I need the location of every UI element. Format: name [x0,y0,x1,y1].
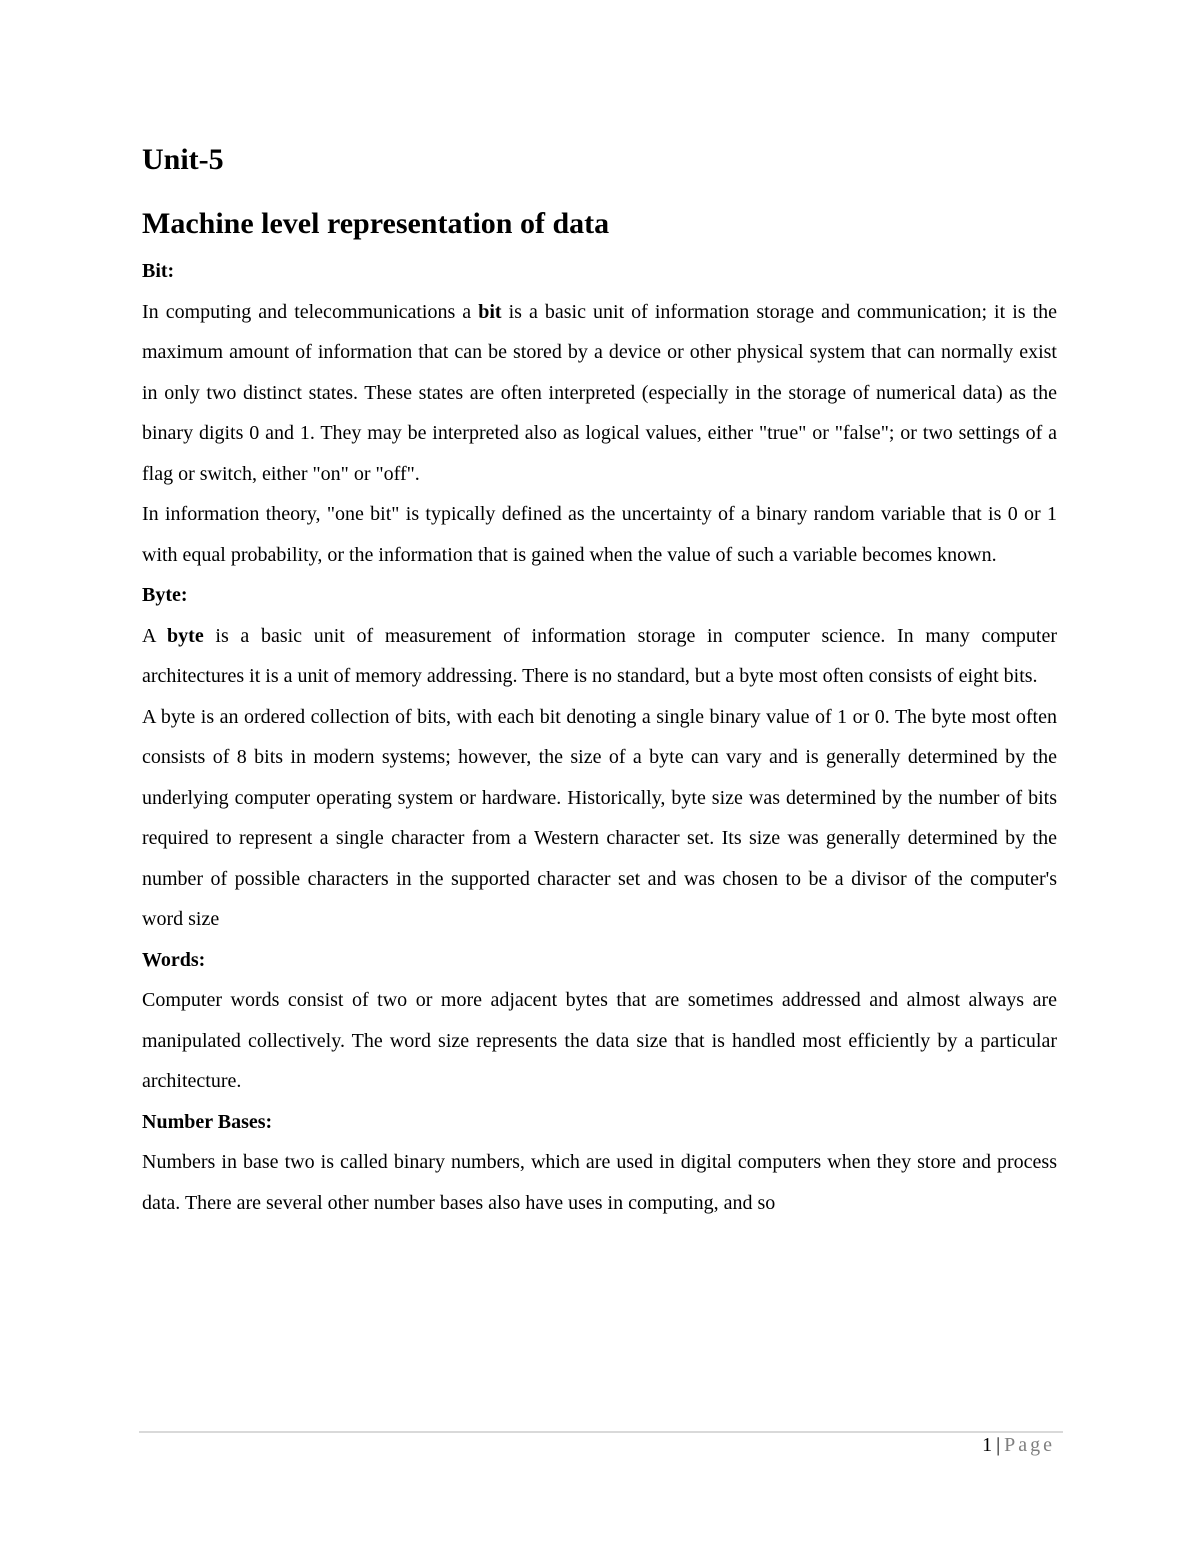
unit-title: Unit-5 [142,143,224,176]
document-title: Machine level representation of data [142,207,610,240]
section-heading-bit: Bit: [142,260,175,282]
text-run: In computing and telecommunications a [142,300,479,323]
bold-term-byte: byte [167,624,204,647]
page-footer [982,1432,1055,1458]
section-heading-words: Words: [142,948,206,971]
page-content [142,141,1057,1223]
page-number: 1 [982,1434,993,1456]
section-heading-number-bases: Number Bases: [142,1110,273,1133]
text-run: A [142,624,168,647]
paragraph-byte-definition [142,616,1057,697]
footer-divider [139,1431,1063,1433]
paragraph-bit-definition [142,292,1057,495]
footer-separator: | [996,1434,1001,1456]
paragraph-byte-details: A byte is an ordered collection of bits, with each bit denoting a single binary value of 1 or 0. The byte most often consists of 8 bits in modern systems; however, the size of a byte can vary and is generally determined by the underlying computer operating system or hardware. Historically, byte size was determined by the number of bits required to represent a single character from a Western character set. Its size was generally determined by the number of possible characters in the supported character set and was chosen to be a divisor of the computer's word size [142,705,1057,930]
page-label: Page [1004,1434,1055,1456]
text-run: is a basic unit of measurement of information storage in computer science. In many computer architectures it is a unit of memory addressing. There is no standard, but a byte most often consists of eight bits. [142,624,1057,687]
paragraph-bit-information-theory: In information theory, "one bit" is typically defined as the uncertainty of a binary random variable that is 0 or 1 with equal probability, or the information that is gained when the value of such a variable becomes known. [142,503,1057,566]
bold-term-bit: bit [478,300,502,323]
paragraph-words: Computer words consist of two or more adjacent bytes that are sometimes addressed and almost always are manipulated collectively. The word size represents the data size that is handled most efficiently by a particular architecture. [142,989,1057,1092]
section-heading-byte: Byte: [142,584,188,606]
text-run: is a basic unit of information storage and communication; it is the maximum amount of information that can be stored by a device or other physical system that can normally exist in only two distinct states. These states are often interpreted (especially in the storage of numerical data) as the binary digits 0 and 1. They may be interpreted also as logical values, either "true" or "false"; or two settings of a flag or switch, either "on" or "off". [142,300,1057,485]
paragraph-number-bases: Numbers in base two is called binary numbers, which are used in digital computers when they store and process data. There are several other number bases also have uses in computing, and so [142,1151,1057,1214]
